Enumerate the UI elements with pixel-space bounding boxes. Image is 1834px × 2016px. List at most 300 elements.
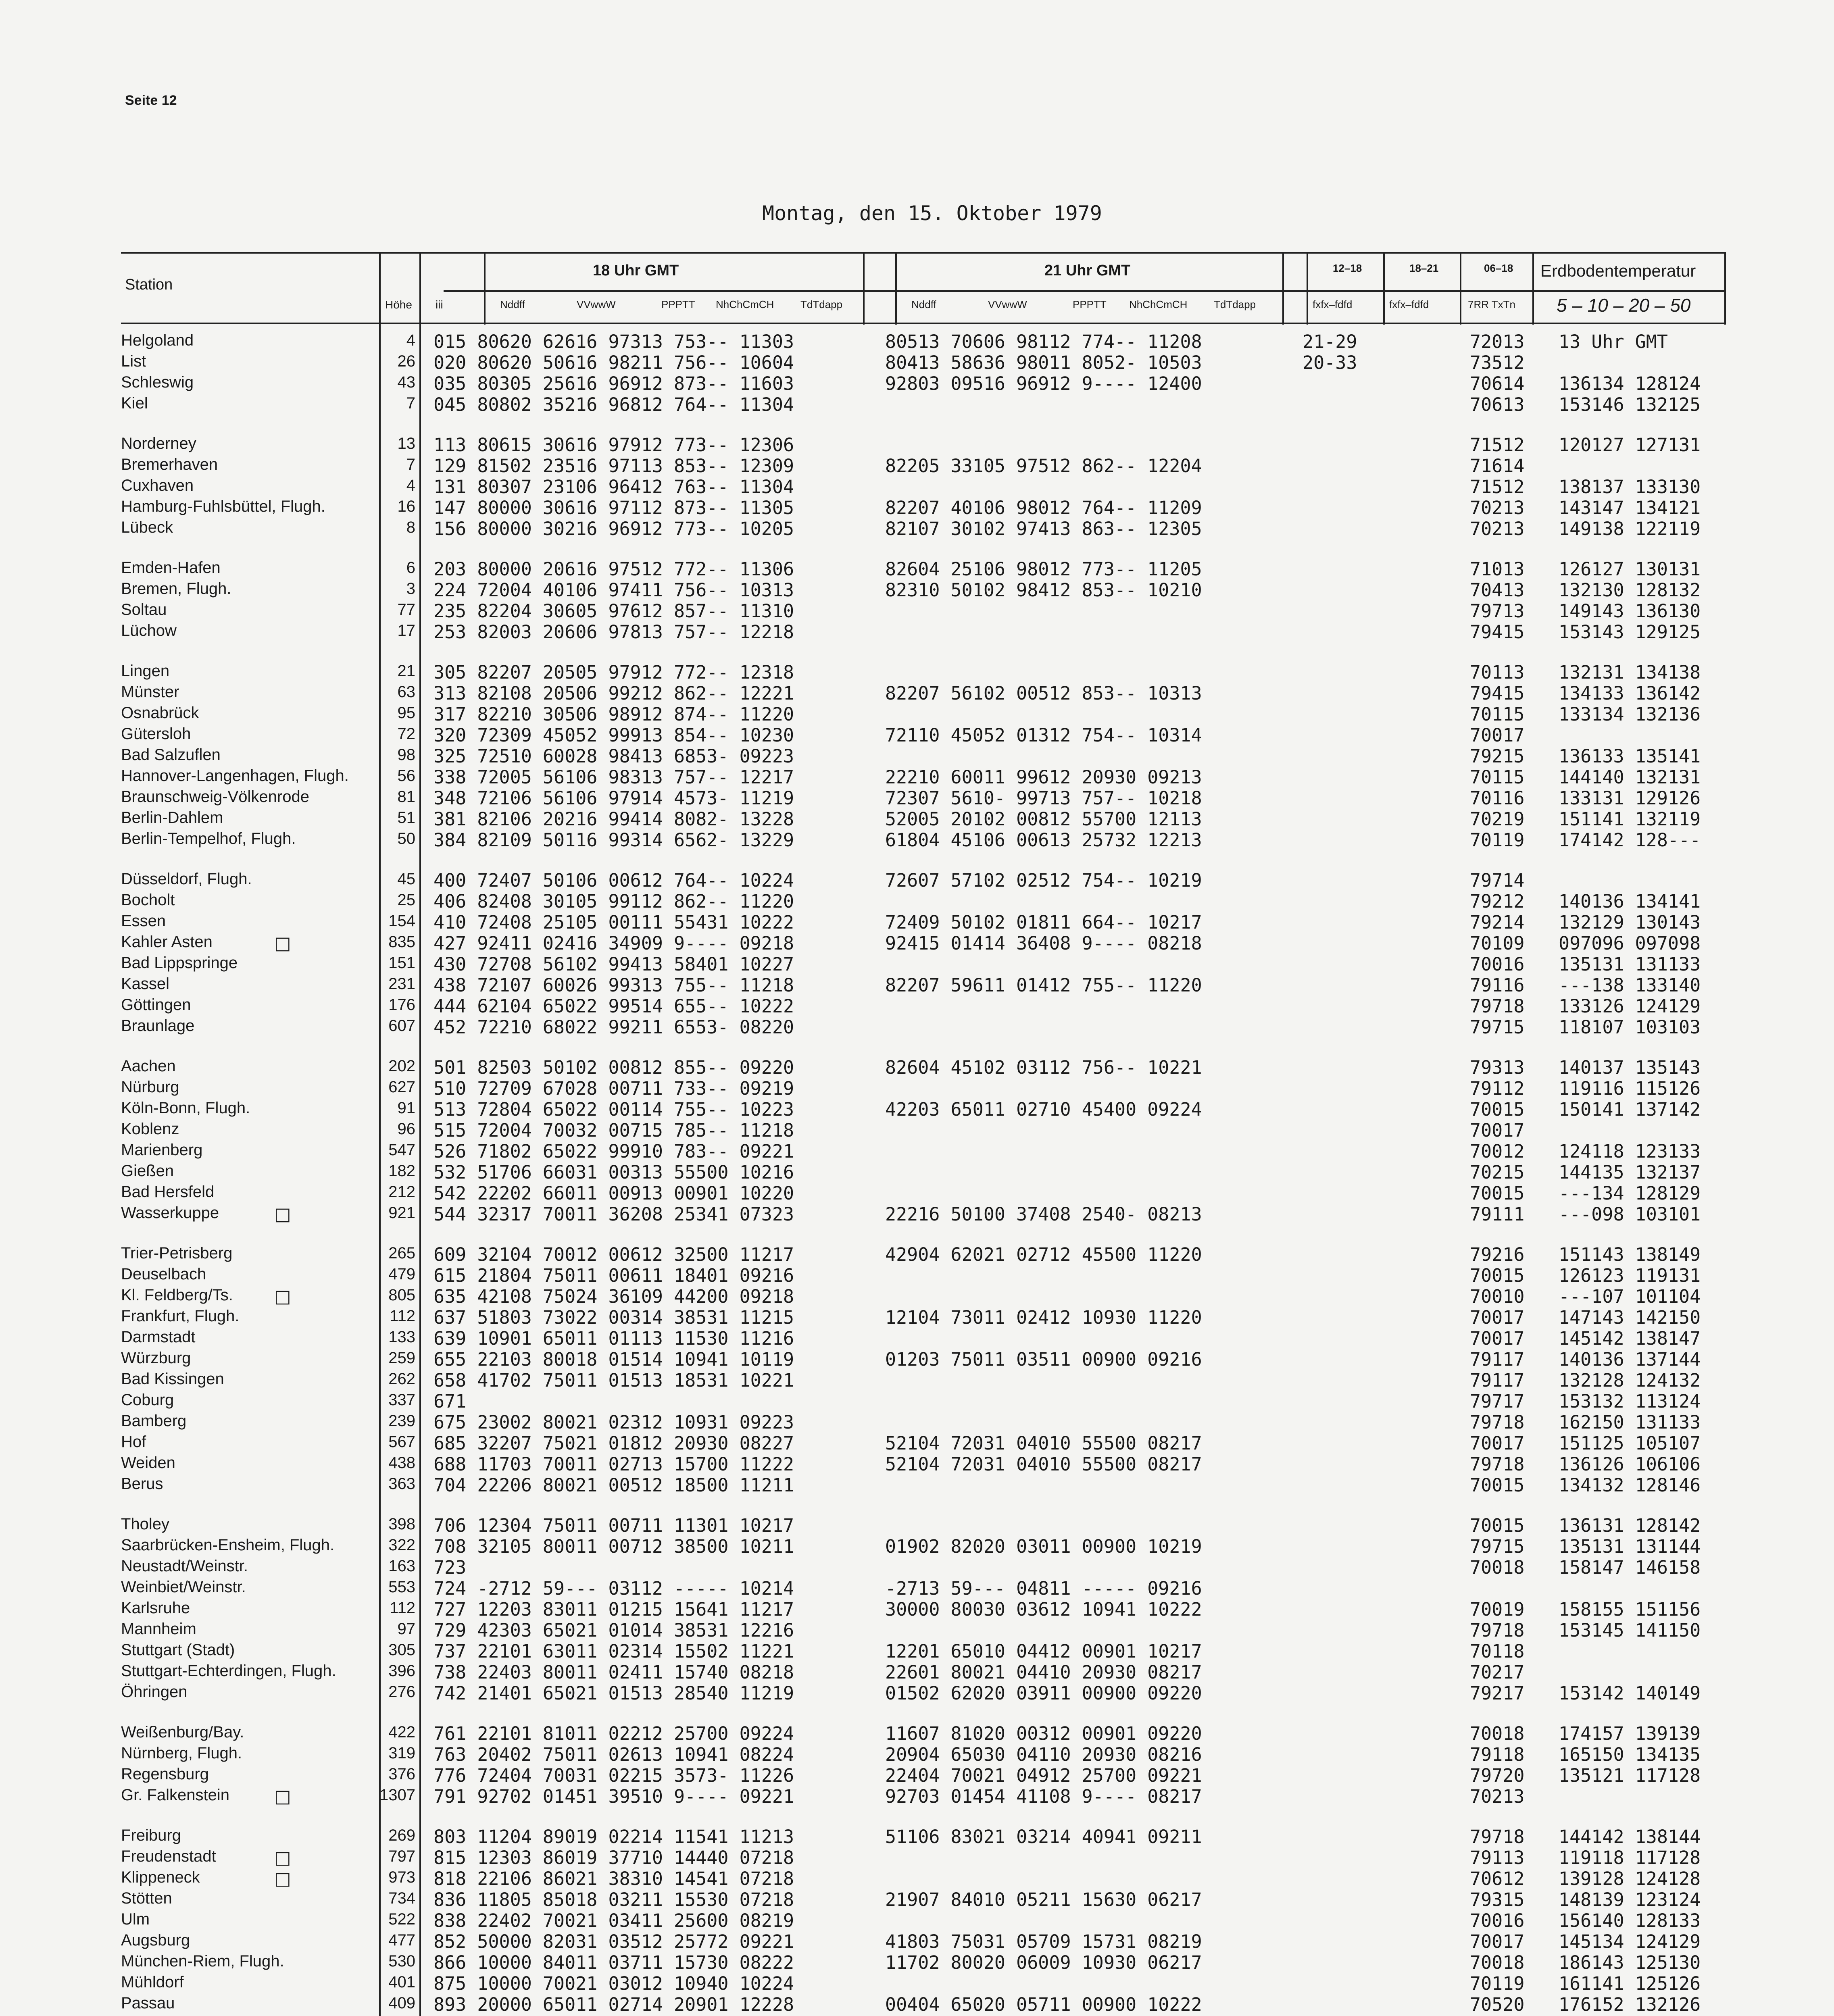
header-21h-col5: TdTdapp (1214, 298, 1256, 310)
station-height: 363 (388, 1475, 415, 1493)
obs-18h: 738 22403 80011 02411 15740 08218 (433, 1662, 794, 1683)
station-name: Essen (121, 912, 166, 930)
soil-temperature: 174142 128--- (1559, 829, 1701, 851)
station-name: Klippeneck (121, 1868, 200, 1886)
precip-temp-06-18: 73512 (1470, 352, 1525, 373)
obs-18h: 729 42303 65021 01014 38531 12216 (433, 1620, 794, 1641)
obs-18h: 852 50000 82031 03512 25772 09221 (433, 1931, 794, 1952)
obs-18h: 020 80620 50616 98211 756-- 10604 (433, 352, 794, 373)
obs-18h: 637 51803 73022 00314 38531 11215 (433, 1307, 794, 1328)
soil-temperature: 186143 125130 (1559, 1952, 1701, 1973)
precip-temp-06-18: 79216 (1470, 1244, 1525, 1265)
precip-temp-06-18: 70219 (1470, 808, 1525, 830)
obs-18h: 791 92702 01451 39510 9---- 09221 (433, 1786, 794, 1807)
precip-temp-06-18: 79415 (1470, 683, 1525, 704)
station-height: 376 (388, 1765, 415, 1783)
obs-18h: 305 82207 20505 97912 772-- 12318 (433, 662, 794, 683)
soil-temperature: 134133 136142 (1559, 683, 1701, 704)
soil-temperature: 149138 122119 (1559, 518, 1701, 539)
precip-temp-06-18: 70113 (1470, 662, 1525, 683)
station-name: Braunschweig-Völkenrode (121, 788, 309, 806)
station-name: Coburg (121, 1391, 174, 1409)
header-sub-1218: fxfx–fdfd (1313, 298, 1353, 310)
station-height: 96 (397, 1120, 415, 1138)
precip-temp-06-18: 70017 (1470, 1328, 1525, 1349)
station-height: 6 (406, 559, 415, 577)
obs-18h: 338 72005 56106 98313 757-- 12217 (433, 766, 794, 788)
obs-21h: 42203 65011 02710 45400 09224 (885, 1099, 1202, 1120)
station-height: 50 (397, 830, 415, 848)
station-height: 337 (388, 1391, 415, 1409)
precip-temp-06-18: 70116 (1470, 787, 1525, 809)
soil-temperature: 135131 131133 (1559, 954, 1701, 975)
precip-temp-06-18: 70012 (1470, 1141, 1525, 1162)
station-name: Cuxhaven (121, 477, 194, 494)
soil-temperature: 135121 117128 (1559, 1765, 1701, 1786)
soil-temperature: ---134 128129 (1559, 1183, 1701, 1204)
obs-21h: 30000 80030 03612 10941 10222 (885, 1599, 1202, 1620)
station-name: Helgoland (121, 331, 194, 349)
soil-temperature: 133131 129126 (1559, 787, 1701, 809)
station-name: Gießen (121, 1162, 174, 1180)
obs-21h: 80513 70606 98112 774-- 11208 (885, 331, 1202, 352)
obs-18h: 615 21804 75011 00611 18401 09216 (433, 1265, 794, 1286)
obs-18h: 384 82109 50116 99314 6562- 13229 (433, 829, 794, 851)
obs-21h: 72110 45052 01312 754-- 10314 (885, 725, 1202, 746)
obs-18h: 147 80000 30616 97112 873-- 11305 (433, 497, 794, 519)
obs-18h: 444 62104 65022 99514 655-- 10222 (433, 996, 794, 1017)
header-18h: 18 Uhr GMT (593, 262, 679, 279)
station-height: 276 (388, 1683, 415, 1701)
station-height: 479 (388, 1265, 415, 1283)
station-height: 319 (388, 1744, 415, 1762)
precip-temp-06-18: 70118 (1470, 1641, 1525, 1662)
station-height: 305 (388, 1641, 415, 1659)
obs-21h: 12104 73011 02412 10930 11220 (885, 1307, 1202, 1328)
station-name: Kassel (121, 975, 170, 993)
obs-21h: 82205 33105 97512 862-- 12204 (885, 455, 1202, 477)
station-height: 77 (397, 601, 415, 619)
precip-temp-06-18: 79117 (1470, 1370, 1525, 1391)
soil-temperature: 158155 151156 (1559, 1599, 1701, 1620)
station-name: Stötten (121, 1889, 172, 1907)
obs-18h: 742 21401 65021 01513 28540 11219 (433, 1683, 794, 1704)
precip-temp-06-18: 79718 (1470, 996, 1525, 1017)
station-height: 259 (388, 1349, 415, 1367)
obs-18h: 320 72309 45052 99913 854-- 10230 (433, 725, 794, 746)
precip-temp-06-18: 70115 (1470, 704, 1525, 725)
soil-temperature: 119116 115126 (1559, 1078, 1701, 1099)
obs-18h: 510 72709 67028 00711 733-- 09219 (433, 1078, 794, 1099)
soil-temperature: 147143 142150 (1559, 1307, 1701, 1328)
station-height: 422 (388, 1723, 415, 1741)
soil-temperature: 118107 103103 (1559, 1016, 1701, 1038)
obs-18h: 723 (433, 1557, 467, 1578)
soil-temperature: 145134 124129 (1559, 1931, 1701, 1952)
page-label: Seite 12 (125, 93, 177, 108)
obs-21h: 92703 01454 41108 9---- 08217 (885, 1786, 1202, 1807)
soil-temperature: 139128 124128 (1559, 1868, 1701, 1889)
soil-temperature: 158147 146158 (1559, 1557, 1701, 1578)
obs-18h: 045 80802 35216 96812 764-- 11304 (433, 394, 794, 415)
precip-temp-06-18: 70017 (1470, 1433, 1525, 1454)
soil-temperature: 143147 134121 (1559, 497, 1701, 519)
soil-temperature: 13 Uhr GMT (1559, 331, 1668, 352)
precip-temp-06-18: 70119 (1470, 829, 1525, 851)
precip-temp-06-18: 70016 (1470, 1910, 1525, 1931)
station-name: Berlin-Tempelhof, Flugh. (121, 830, 296, 848)
precip-temp-06-18: 70215 (1470, 1162, 1525, 1183)
obs-18h: 235 82204 30605 97612 857-- 11310 (433, 600, 794, 622)
obs-18h: 427 92411 02416 34909 9---- 09218 (433, 933, 794, 954)
header-21h-col3: PPPTT (1073, 298, 1107, 310)
obs-21h: 82207 40106 98012 764-- 11209 (885, 497, 1202, 519)
obs-21h: 11702 80020 06009 10930 06217 (885, 1952, 1202, 1973)
header-bottom-rule (121, 323, 1726, 324)
obs-18h: 815 12303 86019 37710 14440 07218 (433, 1847, 794, 1868)
station-name: Weiden (121, 1454, 175, 1472)
station-height: 438 (388, 1454, 415, 1472)
precip-temp-06-18: 79118 (1470, 1744, 1525, 1765)
station-height: 7 (406, 394, 415, 412)
obs-21h: 21907 84010 05211 15630 06217 (885, 1889, 1202, 1910)
precip-temp-06-18: 79717 (1470, 1391, 1525, 1412)
soil-temperature: 097096 097098 (1559, 933, 1701, 954)
gust-12-18: 21-29 (1303, 331, 1357, 352)
station-height: 202 (388, 1057, 415, 1075)
station-height: 627 (388, 1078, 415, 1096)
precip-temp-06-18: 71512 (1470, 476, 1525, 498)
precip-temp-06-18: 79214 (1470, 912, 1525, 933)
precip-temp-06-18: 70017 (1470, 1120, 1525, 1141)
precip-temp-06-18: 70115 (1470, 766, 1525, 788)
obs-18h: 675 23002 80021 02312 10931 09223 (433, 1412, 794, 1433)
precip-temp-06-18: 79718 (1470, 1826, 1525, 1847)
obs-18h: 113 80615 30616 97912 773-- 12306 (433, 434, 794, 456)
rule-1218 (1307, 252, 1308, 325)
report-date: Montag, den 15. Oktober 1979 (762, 202, 1102, 225)
precip-temp-06-18: 70613 (1470, 394, 1525, 415)
station-height: 51 (397, 809, 415, 827)
station-name: Hof (121, 1433, 146, 1451)
soil-temperature: 174157 139139 (1559, 1723, 1701, 1744)
obs-18h: 313 82108 20506 99212 862-- 12221 (433, 683, 794, 704)
header-range-1218: 12–18 (1333, 262, 1362, 274)
obs-18h: 406 82408 30105 99112 862-- 11220 (433, 891, 794, 912)
precip-temp-06-18: 70015 (1470, 1099, 1525, 1120)
header-iii: iii (436, 298, 443, 311)
precip-temp-06-18: 72013 (1470, 331, 1525, 352)
rule-18h-right (863, 252, 865, 325)
soil-temperature: 138137 133130 (1559, 476, 1701, 498)
obs-21h: 01502 62020 03911 00900 09220 (885, 1683, 1202, 1704)
precip-temp-06-18: 70018 (1470, 1952, 1525, 1973)
station-name: Kiel (121, 394, 148, 412)
obs-18h: 685 32207 75021 01812 20930 08227 (433, 1433, 794, 1454)
station-marker: □ (274, 933, 291, 954)
station-name: Passau (121, 1994, 175, 2012)
station-height: 16 (397, 498, 415, 515)
station-height: 21 (397, 662, 415, 680)
station-height: 95 (397, 704, 415, 722)
precip-temp-06-18: 70018 (1470, 1557, 1525, 1578)
precip-temp-06-18: 70612 (1470, 1868, 1525, 1889)
station-name: Lübeck (121, 519, 173, 536)
soil-temperature: 133134 132136 (1559, 704, 1701, 725)
obs-18h: 803 11204 89019 02214 11541 11213 (433, 1826, 794, 1847)
station-name: List (121, 352, 146, 370)
precip-temp-06-18: 79718 (1470, 1454, 1525, 1475)
precip-temp-06-18: 71013 (1470, 558, 1525, 580)
precip-temp-06-18: 70614 (1470, 373, 1525, 394)
station-name: Weinbiet/Weinstr. (121, 1578, 246, 1596)
rule-right (1724, 252, 1726, 325)
station-height: 522 (388, 1910, 415, 1928)
station-height: 81 (397, 788, 415, 806)
obs-21h: 82310 50102 98412 853-- 10210 (885, 579, 1202, 601)
obs-18h: 893 20000 65011 02714 20901 12228 (433, 1994, 794, 2015)
obs-18h: 609 32104 70012 00612 32500 11217 (433, 1244, 794, 1265)
obs-18h: 838 22402 70021 03411 25600 08219 (433, 1910, 794, 1931)
station-name: Bremen, Flugh. (121, 580, 231, 598)
precip-temp-06-18: 79715 (1470, 1536, 1525, 1557)
station-height: 45 (397, 870, 415, 888)
obs-21h: 01203 75011 03511 00900 09216 (885, 1349, 1202, 1370)
obs-18h: 156 80000 30216 96912 773-- 10205 (433, 518, 794, 539)
header-station: Station (125, 276, 173, 293)
station-height: 607 (388, 1017, 415, 1035)
obs-21h: 00404 65020 05711 00900 10222 (885, 1994, 1202, 2015)
station-name: Kahler Asten (121, 933, 213, 951)
station-height: 212 (388, 1183, 415, 1201)
station-marker: □ (274, 1786, 291, 1807)
precip-temp-06-18: 79215 (1470, 746, 1525, 767)
obs-21h: 52104 72031 04010 55500 08217 (885, 1433, 1202, 1454)
station-height: 398 (388, 1515, 415, 1533)
station-name: Düsseldorf, Flugh. (121, 870, 252, 888)
station-name: Freiburg (121, 1826, 181, 1844)
obs-21h: 61804 45106 00613 25732 12213 (885, 829, 1202, 851)
obs-21h: 11607 81020 00312 00901 09220 (885, 1723, 1202, 1744)
precip-temp-06-18: 79718 (1470, 1412, 1525, 1433)
precip-temp-06-18: 79315 (1470, 1889, 1525, 1910)
header-21h-col2: VVwwW (988, 298, 1027, 310)
precip-temp-06-18: 70017 (1470, 1931, 1525, 1952)
precip-temp-06-18: 79117 (1470, 1349, 1525, 1370)
obs-21h: 82604 45102 03112 756-- 10221 (885, 1057, 1202, 1078)
soil-temperature: 120127 127131 (1559, 434, 1701, 456)
station-height: 26 (397, 352, 415, 370)
precip-temp-06-18: 79715 (1470, 1016, 1525, 1038)
station-height: 17 (397, 622, 415, 639)
soil-temperature: 132131 134138 (1559, 662, 1701, 683)
station-height: 553 (388, 1578, 415, 1596)
precip-temp-06-18: 70015 (1470, 1475, 1525, 1496)
precip-temp-06-18: 70015 (1470, 1265, 1525, 1286)
soil-temperature: 140136 137144 (1559, 1349, 1701, 1370)
precip-temp-06-18: 70018 (1470, 1723, 1525, 1744)
soil-temperature: 145142 138147 (1559, 1328, 1701, 1349)
station-height: 1307 (379, 1786, 415, 1804)
obs-21h: 52104 72031 04010 55500 08217 (885, 1454, 1202, 1475)
station-name: Mühldorf (121, 1973, 184, 1991)
header-hoehe: Höhe (385, 298, 412, 311)
station-height: 98 (397, 746, 415, 764)
soil-temperature: 149143 136130 (1559, 600, 1701, 622)
obs-18h: 348 72106 56106 97914 4573- 11219 (433, 787, 794, 809)
obs-21h: 72409 50102 01811 664-- 10217 (885, 912, 1202, 933)
station-height: 797 (388, 1847, 415, 1865)
station-height: 133 (388, 1328, 415, 1346)
obs-18h: 253 82003 20606 97813 757-- 12218 (433, 621, 794, 643)
precip-temp-06-18: 79718 (1470, 1620, 1525, 1641)
soil-temperature: 132128 124132 (1559, 1370, 1701, 1391)
station-height: 56 (397, 767, 415, 785)
header-18h-col1: Nddff (500, 298, 525, 310)
obs-18h: 526 71802 65022 99910 783-- 09221 (433, 1141, 794, 1162)
header-range-0618: 06–18 (1484, 262, 1513, 274)
station-height: 13 (397, 435, 415, 452)
obs-18h: 400 72407 50106 00612 764-- 10224 (433, 870, 794, 891)
station-name: Berus (121, 1475, 163, 1493)
obs-18h: 452 72210 68022 99211 6553- 08220 (433, 1016, 794, 1038)
station-name: Saarbrücken-Ensheim, Flugh. (121, 1536, 335, 1554)
obs-18h: 532 51706 66031 00313 55500 10216 (433, 1162, 794, 1183)
precip-temp-06-18: 70119 (1470, 1973, 1525, 1994)
soil-temperature: 136131 128142 (1559, 1515, 1701, 1536)
obs-18h: 706 12304 75011 00711 11301 10217 (433, 1515, 794, 1536)
obs-18h: 727 12203 83011 01215 15641 11217 (433, 1599, 794, 1620)
obs-18h: 737 22101 63011 02314 15502 11221 (433, 1641, 794, 1662)
station-name: Gütersloh (121, 725, 191, 743)
station-marker: □ (274, 1847, 291, 1868)
station-height: 269 (388, 1826, 415, 1844)
obs-18h: 704 22206 80021 00512 18500 11211 (433, 1475, 794, 1496)
header-18h-col2: VVwwW (577, 298, 616, 310)
obs-21h: 20904 65030 04110 20930 08216 (885, 1744, 1202, 1765)
rule-18h-left (484, 252, 486, 325)
obs-21h: 22216 50100 37408 2540- 08213 (885, 1204, 1202, 1225)
precip-temp-06-18: 70213 (1470, 1786, 1525, 1807)
soil-temperature: 132130 128132 (1559, 579, 1701, 601)
station-marker: □ (274, 1868, 291, 1889)
soil-temperature: 140137 135143 (1559, 1057, 1701, 1078)
obs-21h: 01902 82020 03011 00900 10219 (885, 1536, 1202, 1557)
obs-21h: 72307 5610- 99713 757-- 10218 (885, 787, 1202, 809)
station-name: Emden-Hafen (121, 559, 221, 577)
station-name: Weißenburg/Bay. (121, 1723, 244, 1741)
obs-21h: 51106 83021 03214 40941 09211 (885, 1826, 1202, 1847)
station-name: Darmstadt (121, 1328, 196, 1346)
soil-temperature: 136133 135141 (1559, 746, 1701, 767)
obs-21h: 52005 20102 00812 55700 12113 (885, 808, 1202, 830)
obs-18h: 639 10901 65011 01113 11530 11216 (433, 1328, 794, 1349)
obs-18h: 875 10000 70021 03012 10940 10224 (433, 1973, 794, 1994)
station-height: 3 (406, 580, 415, 598)
precip-temp-06-18: 79714 (1470, 870, 1525, 891)
station-marker: □ (274, 1286, 291, 1307)
precip-temp-06-18: 79720 (1470, 1765, 1525, 1786)
obs-21h: 22601 80021 04410 20930 08217 (885, 1662, 1202, 1683)
station-height: 176 (388, 996, 415, 1014)
precip-temp-06-18: 70109 (1470, 933, 1525, 954)
station-height: 477 (388, 1931, 415, 1949)
soil-temperature: 151141 132119 (1559, 808, 1701, 830)
station-name: Karlsruhe (121, 1599, 190, 1617)
station-name: Bamberg (121, 1412, 187, 1430)
station-height: 154 (388, 912, 415, 930)
obs-21h: 92415 01414 36408 9---- 08218 (885, 933, 1202, 954)
precip-temp-06-18: 70213 (1470, 497, 1525, 519)
station-height: 265 (388, 1244, 415, 1262)
station-name: Nürburg (121, 1078, 179, 1096)
header-range-1821: 18–21 (1409, 262, 1439, 274)
obs-21h: -2713 59--- 04811 ----- 09216 (885, 1578, 1202, 1599)
station-name: Bad Salzuflen (121, 746, 221, 764)
rule-21h-right (1282, 252, 1284, 325)
soil-temperature: 126123 119131 (1559, 1265, 1701, 1286)
rule-0618 (1460, 252, 1461, 325)
soil-temperature: ---138 133140 (1559, 975, 1701, 996)
soil-temperature: 119118 117128 (1559, 1847, 1701, 1868)
obs-18h: 325 72510 60028 98413 6853- 09223 (433, 746, 794, 767)
obs-21h: 92803 09516 96912 9---- 12400 (885, 373, 1202, 394)
soil-temperature: 151125 105107 (1559, 1433, 1701, 1454)
station-name: Göttingen (121, 996, 191, 1014)
header-21h-col1: Nddff (911, 298, 936, 310)
soil-temperature: 176152 132126 (1559, 1994, 1701, 2015)
obs-21h: 42904 62021 02712 45500 11220 (885, 1244, 1202, 1265)
header-18h-col4: NhChCmCH (716, 298, 774, 310)
soil-temperature: 153132 113124 (1559, 1391, 1701, 1412)
station-name: Freudenstadt (121, 1847, 216, 1865)
obs-18h: 438 72107 60026 99313 755-- 11218 (433, 975, 794, 996)
obs-18h: 635 42108 75024 36109 44200 09218 (433, 1286, 794, 1307)
station-name: Koblenz (121, 1120, 179, 1138)
station-height: 805 (388, 1286, 415, 1304)
header-21h: 21 Uhr GMT (1044, 262, 1131, 279)
obs-18h: 430 72708 56102 99413 58401 10227 (433, 954, 794, 975)
precip-temp-06-18: 70010 (1470, 1286, 1525, 1307)
obs-18h: 542 22202 66011 00913 00901 10220 (433, 1183, 794, 1204)
station-name: Lingen (121, 662, 170, 680)
station-name: Osnabrück (121, 704, 199, 722)
obs-18h: 317 82210 30506 98912 874-- 11220 (433, 704, 794, 725)
obs-18h: 776 72404 70031 02215 3573- 11226 (433, 1765, 794, 1786)
station-name: Köln-Bonn, Flugh. (121, 1099, 250, 1117)
station-name: Schleswig (121, 373, 194, 391)
station-name: Lüchow (121, 622, 177, 639)
precip-temp-06-18: 79116 (1470, 975, 1525, 996)
precip-temp-06-18: 79415 (1470, 621, 1525, 643)
station-height: 396 (388, 1662, 415, 1680)
obs-21h: 22210 60011 99612 20930 09213 (885, 766, 1202, 788)
station-height: 91 (397, 1099, 415, 1117)
station-name: Gr. Falkenstein (121, 1786, 230, 1804)
station-name: Hamburg-Fuhlsbüttel, Flugh. (121, 498, 325, 515)
precip-temp-06-18: 70019 (1470, 1599, 1525, 1620)
station-height: 112 (390, 1599, 415, 1617)
obs-18h: 671 (433, 1391, 467, 1412)
station-name: Mannheim (121, 1620, 196, 1638)
soil-temperature: 153142 140149 (1559, 1683, 1701, 1704)
soil-temperature: 140136 134141 (1559, 891, 1701, 912)
obs-18h: 658 41702 75011 01513 18531 10221 (433, 1370, 794, 1391)
station-height: 921 (388, 1204, 415, 1222)
station-name: Ulm (121, 1910, 150, 1928)
station-height: 547 (388, 1141, 415, 1159)
precip-temp-06-18: 79112 (1470, 1078, 1525, 1099)
